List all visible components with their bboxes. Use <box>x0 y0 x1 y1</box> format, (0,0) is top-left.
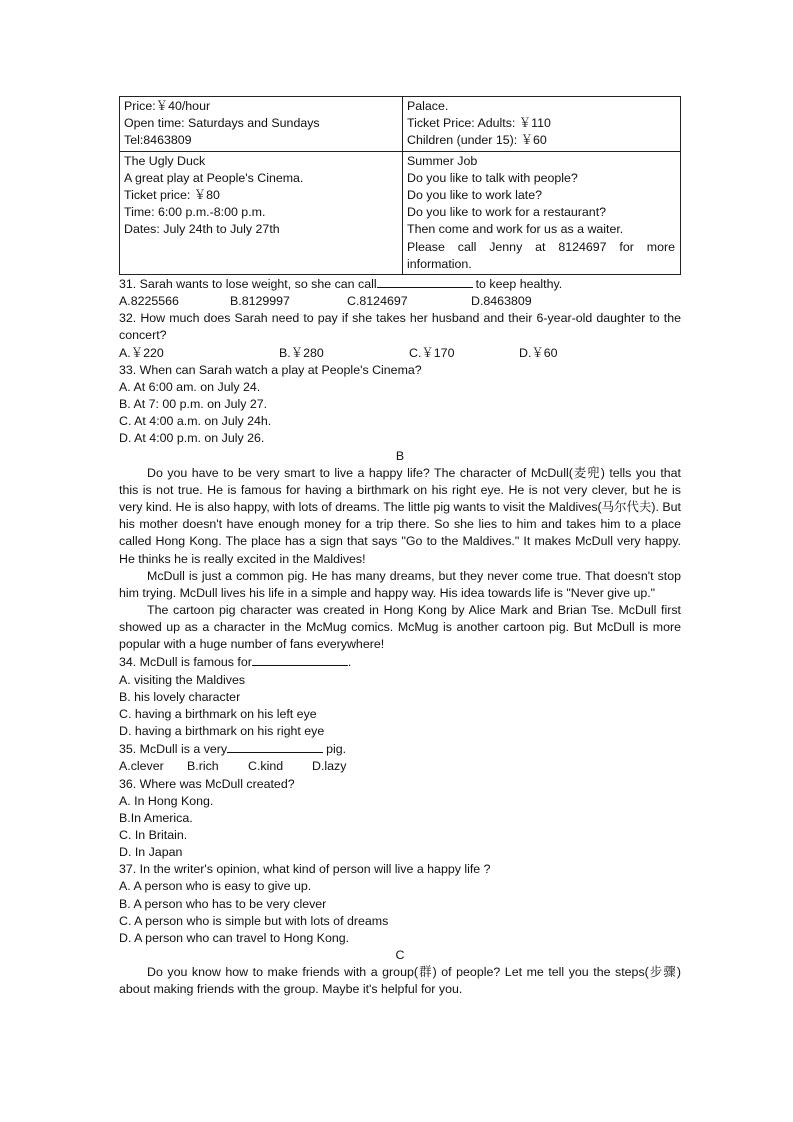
ads-row <box>120 97 681 152</box>
option: D.￥60 <box>519 345 558 360</box>
ad-line: Children (under 15): ￥60 <box>407 133 547 148</box>
question-37-stem: 37. In the writer's opinion, what kind of person will live a happy life ? <box>119 862 491 877</box>
section-b-paragraph: Do you have to be very smart to live a happy life? The character of McDull(麦兜) tells you that this is not true. He is famous for having a birthmark on his right eye. He is not very clever, but he is very kind. He is also happy, with lots of dreams. The little pig wants to visit the Maldives(马尔代夫). But his mother doesn't have enough money for a trip there. So she lies to him and takes him to a place called Hong Kong. The place has a sign that says "Go to the Maldives." It makes McDull very happy. He thinks he is really excited in the Maldives! <box>119 465 681 566</box>
ad-line: Price:￥40/hour <box>124 99 211 113</box>
option: C.kind <box>248 759 284 774</box>
option: D.8463809 <box>471 294 532 309</box>
ad-line: A great play at People's Cinema. <box>124 170 304 185</box>
option: A. At 6:00 am. on July 24. <box>119 379 261 394</box>
ad-line: Ticket Price: Adults: ￥110 <box>407 116 551 131</box>
option: B. At 7: 00 p.m. on July 27. <box>119 397 268 412</box>
question-32-options <box>119 345 681 362</box>
option: A. visiting the Maldives <box>119 672 246 687</box>
option: A.clever <box>119 759 164 774</box>
question-33-stem: 33. When can Sarah watch a play at People's Cinema? <box>119 362 422 377</box>
option: B.￥280 <box>279 345 324 360</box>
question-35-options <box>119 758 681 775</box>
ad-line: The Ugly Duck <box>124 153 206 168</box>
option: B.rich <box>187 759 219 774</box>
option: D.lazy <box>312 759 347 774</box>
ad-tutor-cell <box>120 97 403 152</box>
answer-blank <box>227 740 323 753</box>
answer-blank <box>377 275 473 288</box>
ad-line: Do you like to work for a restaurant? <box>407 205 607 220</box>
ad-play-cell <box>120 151 403 274</box>
option: B. A person who has to be very clever <box>119 896 327 911</box>
option: C. In Britain. <box>119 827 188 842</box>
answer-blank <box>252 653 348 666</box>
question-36-stem: 36. Where was McDull created? <box>119 776 295 791</box>
ad-line-wrapped: Please call Jenny at 8124697 for more information. <box>407 239 675 271</box>
ads-table <box>119 96 681 275</box>
option: C. A person who is simple but with lots of dreams <box>119 913 389 928</box>
question-31-stem: 31. Sarah wants to lose weight, so she can call to keep healthy. <box>119 277 563 292</box>
question-32-stem: 32. How much does Sarah need to pay if she takes her husband and their 6-year-old daughter to the concert? <box>119 311 681 343</box>
section-b-paragraph: The cartoon pig character was created in Hong Kong by Alice Mark and Brian Tse. McDull first showed up as a character in the McMug comics. McMug is another cartoon pig. But McDull is more popular with a huge number of fans everywhere! <box>119 602 681 652</box>
ad-summer-job-cell <box>403 151 681 274</box>
option: B. his lovely character <box>119 689 241 704</box>
ad-line: Open time: Saturdays and Sundays <box>124 116 320 131</box>
option: D. having a birthmark on his right eye <box>119 724 325 739</box>
option: C. At 4:00 a.m. on July 24h. <box>119 414 272 429</box>
option: A.￥220 <box>119 345 164 360</box>
section-b-paragraph: McDull is just a common pig. He has many dreams, but they never come true. That doesn't stop him trying. McDull lives his life in a simple and happy way. His idea towards life is "Never give up." <box>119 568 681 600</box>
question-34-stem: 34. McDull is famous for . <box>119 655 352 670</box>
option: A. A person who is easy to give up. <box>119 879 312 894</box>
section-b-title: B <box>395 448 405 463</box>
question-35-stem: 35. McDull is a very pig. <box>119 742 347 757</box>
questions <box>119 275 681 999</box>
ad-line: Do you like to talk with people? <box>407 170 578 185</box>
exam-page <box>119 96 681 999</box>
ad-line: Do you like to work late? <box>407 188 542 203</box>
section-c-title: C <box>395 948 405 963</box>
option: A.8225566 <box>119 294 179 309</box>
ad-line: Tel:8463809 <box>124 133 192 148</box>
ad-line: Ticket price: ￥80 <box>124 188 220 203</box>
question-31-options <box>119 293 681 310</box>
ad-line: Summer Job <box>407 153 478 168</box>
option: D. In Japan <box>119 845 183 860</box>
option: B.In America. <box>119 810 193 825</box>
option: C.8124697 <box>347 294 408 309</box>
ad-line: Palace. <box>407 99 449 113</box>
option: D. At 4:00 p.m. on July 26. <box>119 431 265 446</box>
option: C.￥170 <box>409 345 455 360</box>
option: A. In Hong Kong. <box>119 793 214 808</box>
ad-line: Time: 6:00 p.m.-8:00 p.m. <box>124 205 266 220</box>
option: B.8129997 <box>230 294 290 309</box>
option: C. having a birthmark on his left eye <box>119 706 317 721</box>
section-c-paragraph: Do you know how to make friends with a group(群) of people? Let me tell you the steps(步骤) about making friends with the group. Maybe it's helpful for you. <box>119 965 681 997</box>
ad-palace-cell <box>403 97 681 152</box>
option: D. A person who can travel to Hong Kong. <box>119 930 350 945</box>
ad-line: Dates: July 24th to July 27th <box>124 222 280 237</box>
ad-line: Then come and work for us as a waiter. <box>407 222 624 237</box>
ads-row <box>120 151 681 274</box>
